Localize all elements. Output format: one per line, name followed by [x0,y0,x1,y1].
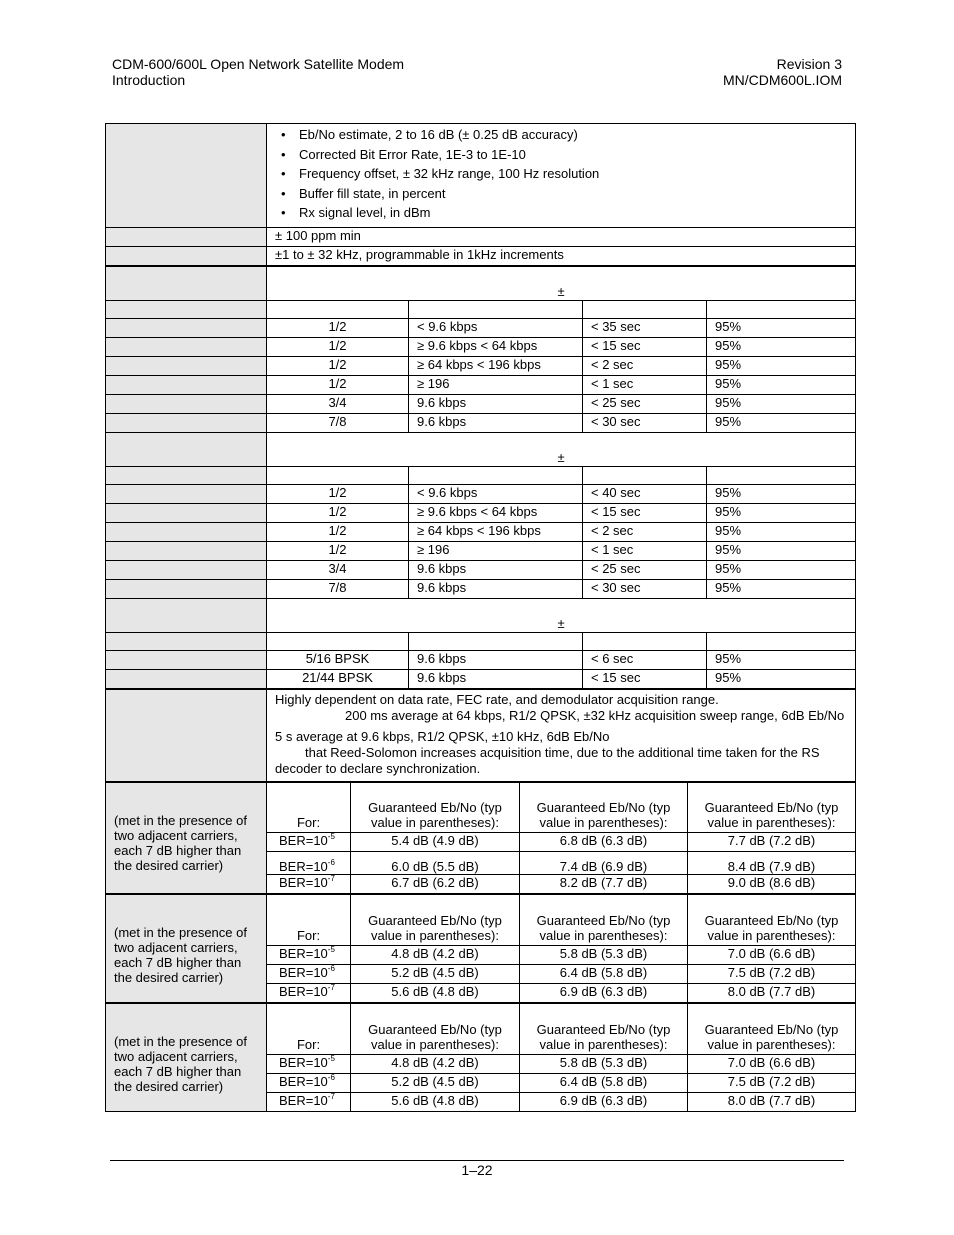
acq-row [106,669,856,688]
acq-band-row [106,432,856,466]
acq-row [106,522,856,541]
acq-cell: 95% [707,650,856,669]
acq-note-line: Highly dependent on data rate, FEC rate, and demodulator acquisition range. [275,691,719,707]
acq-cell: < 15 sec [583,337,707,356]
ber-exponent: -5 [327,944,335,954]
acq-cell: 9.6 kbps [409,579,583,598]
acq-cell: 95% [707,669,856,688]
acq-row-label [106,650,267,669]
acq-cell: < 2 sec [583,356,707,375]
acq-note-line: 200 ms average at 64 kbps, R1/2 QPSK, ±32 kHz acquisition sweep range, 6dB Eb/No [345,707,845,723]
ber-for-label: For: [267,782,351,832]
ber-value: 5.2 dB (4.5 dB) [351,964,520,983]
ber-prefix: BER=10 [279,945,328,961]
acq-band-symbol: ± [267,432,856,466]
acq-cell: < 30 sec [583,413,707,432]
acq-header-label [106,632,267,650]
ber-side-label: (met in the presence of two adjacent carriers, each 7 dB higher than the desired carrier) [106,782,267,893]
ber-value: 4.8 dB (4.2 dB) [351,945,520,964]
acq-band-row [106,266,856,300]
ber-value: 5.8 dB (5.3 dB) [520,945,688,964]
ber-level [267,1054,351,1073]
acq-header-row [106,632,856,650]
page-number: 1–22 [461,1162,493,1178]
clock-tracking-value: ± 100 ppm min [267,227,856,246]
acq-cell: ≥ 64 kbps < 196 kbps [409,522,583,541]
acq-cell: < 9.6 kbps [409,484,583,503]
acq-cell: < 25 sec [583,394,707,413]
acq-cell: < 40 sec [583,484,707,503]
acq-cell: < 30 sec [583,579,707,598]
acq-cell: 9.6 kbps [409,394,583,413]
acq-cell: 9.6 kbps [409,650,583,669]
acq-band-label [106,598,267,632]
doc-title: CDM-600/600L Open Network Satellite Modem [112,56,405,72]
ber-col-header: Guaranteed Eb/No (typ value in parentheses): [520,1003,688,1054]
acq-band-symbol: ± [267,598,856,632]
ber-value: 7.7 dB (7.2 dB) [688,832,856,851]
ber-value: 6.4 dB (5.8 dB) [520,1073,688,1092]
page-header-right [723,56,842,88]
ber-prefix: BER=10 [279,832,328,848]
acq-row [106,503,856,522]
acq-row-label [106,375,267,394]
ber-header-row [106,1003,856,1054]
doc-revision: Revision 3 [776,56,842,72]
ber-table [105,1003,856,1112]
ber-value: 7.0 dB (6.6 dB) [688,945,856,964]
acq-cell: 1/2 [267,337,409,356]
acq-band-row [106,598,856,632]
acq-cell: 95% [707,337,856,356]
ber-for-label: For: [267,1003,351,1054]
acq-band-symbol: ± [267,266,856,300]
ber-table [105,894,856,1003]
acq-header-cell [409,632,583,650]
ber-value: 7.5 dB (7.2 dB) [688,1073,856,1092]
ber-value: 6.9 dB (6.3 dB) [520,1092,688,1111]
acq-cell: 5/16 BPSK [267,650,409,669]
ber-value: 7.4 dB (6.9 dB) [520,851,688,874]
ber-prefix: BER=10 [279,983,328,999]
ber-value: 5.8 dB (5.3 dB) [520,1054,688,1073]
ber-value: 5.6 dB (4.8 dB) [351,1092,520,1111]
page-header-left [112,56,404,88]
acq-header-cell [267,632,409,650]
acq-cell: ≥ 196 [409,375,583,394]
ber-header-row [106,894,856,945]
acq-row-label [106,484,267,503]
ber-col-header: Guaranteed Eb/No (typ value in parentheses): [351,782,520,832]
acq-header-cell [707,466,856,484]
ber-prefix: BER=10 [279,964,328,980]
acq-row [106,394,856,413]
ber-value: 8.0 dB (7.7 dB) [688,1092,856,1111]
acq-cell: 95% [707,503,856,522]
ber-value: 6.0 dB (5.5 dB) [351,851,520,874]
acq-header-cell [707,300,856,318]
acq-header-row [106,466,856,484]
ber-exponent: -7 [327,1091,335,1101]
acq-cell: 95% [707,579,856,598]
spec-table-top [105,123,856,266]
spec-table-wrapper [105,123,855,1112]
acq-note-line: that Reed-Solomon increases acquisition time, due to the additional time taken for the RS [305,744,820,760]
ber-col-header: Guaranteed Eb/No (typ value in parentheses): [351,1003,520,1054]
acq-header-cell [583,300,707,318]
acq-cell: 1/2 [267,318,409,337]
acq-cell: 1/2 [267,522,409,541]
ber-header-row [106,782,856,832]
ber-level [267,983,351,1002]
ber-value: 5.2 dB (4.5 dB) [351,1073,520,1092]
ber-value: 6.7 dB (6.2 dB) [351,874,520,893]
acq-row-label [106,669,267,688]
acq-cell: 95% [707,318,856,337]
acq-cell: 95% [707,394,856,413]
acq-row [106,413,856,432]
acq-row [106,650,856,669]
acq-cell: 95% [707,413,856,432]
acq-cell: 1/2 [267,484,409,503]
acq-header-cell [267,466,409,484]
ber-col-header: Guaranteed Eb/No (typ value in parentheses): [520,894,688,945]
acq-cell: < 2 sec [583,522,707,541]
acq-band-label [106,266,267,300]
ber-level [267,832,351,851]
acq-cell: 21/44 BPSK [267,669,409,688]
ber-level [267,1073,351,1092]
acq-range-value: ±1 to ± 32 kHz, programmable in 1kHz increments [267,246,856,265]
acq-cell: < 25 sec [583,560,707,579]
acq-cell: < 1 sec [583,541,707,560]
ber-table [105,782,856,894]
ber-col-header: Guaranteed Eb/No (typ value in parentheses): [520,782,688,832]
monitor-bullet-list [267,124,856,228]
acq-row [106,560,856,579]
doc-section: Introduction [112,72,186,88]
clock-tracking-label [106,227,267,246]
ber-prefix: BER=10 [279,874,328,890]
acq-header-cell [409,466,583,484]
acq-row [106,337,856,356]
acq-cell: 3/4 [267,394,409,413]
acq-row-label [106,337,267,356]
ber-value: 7.5 dB (7.2 dB) [688,964,856,983]
ber-exponent: -5 [327,1053,335,1063]
acq-row-label [106,579,267,598]
acq-cell: 95% [707,522,856,541]
acq-cell: 1/2 [267,375,409,394]
ber-value: 8.4 dB (7.9 dB) [688,851,856,874]
ber-prefix: BER=10 [279,1054,328,1070]
ber-level [267,945,351,964]
monitor-bullet: • Corrected Bit Error Rate, 1E-3 to 1E-10 [275,147,855,167]
monitor-bullet: • Frequency offset, ± 32 kHz range, 100 Hz resolution [275,166,855,186]
acq-cell: 95% [707,375,856,394]
acq-row-label [106,413,267,432]
acq-cell: 9.6 kbps [409,669,583,688]
acq-header-cell [583,466,707,484]
acq-cell: < 1 sec [583,375,707,394]
acq-row-label [106,318,267,337]
acq-range-label [106,246,267,265]
acq-note-line: 5 s average at 9.6 kbps, R1/2 QPSK, ±10 kHz, 6dB Eb/No [275,728,610,744]
ber-value: 5.4 dB (4.9 dB) [351,832,520,851]
ber-exponent: -7 [327,873,335,883]
ber-side-label: (met in the presence of two adjacent carriers, each 7 dB higher than the desired carrier) [106,1003,267,1111]
acq-cell: 7/8 [267,413,409,432]
ber-exponent: -6 [327,1072,335,1082]
acq-cell: 9.6 kbps [409,413,583,432]
ber-value: 7.0 dB (6.6 dB) [688,1054,856,1073]
acq-row-label [106,560,267,579]
acq-row [106,484,856,503]
acq-row-label [106,541,267,560]
acq-cell: 95% [707,560,856,579]
acq-cell: < 35 sec [583,318,707,337]
ber-level [267,964,351,983]
acq-notes-label [106,689,267,781]
acq-cell: < 15 sec [583,503,707,522]
acq-cell: 1/2 [267,356,409,375]
acq-band-label [106,432,267,466]
ber-value: 9.0 dB (8.6 dB) [688,874,856,893]
ber-col-header: Guaranteed Eb/No (typ value in parentheses): [688,782,856,832]
acq-cell: 9.6 kbps [409,560,583,579]
ber-side-label: (met in the presence of two adjacent carriers, each 7 dB higher than the desired carrier) [106,894,267,1002]
ber-prefix: BER=10 [279,858,328,874]
doc-number: MN/CDM600L.IOM [722,72,842,88]
acq-row-label [106,356,267,375]
ber-for-label: For: [267,894,351,945]
acq-row-label [106,394,267,413]
acq-row [106,375,856,394]
acq-header-cell [707,632,856,650]
acq-header-cell [409,300,583,318]
ber-col-header: Guaranteed Eb/No (typ value in parentheses): [351,894,520,945]
monitor-bullet: • Rx signal level, in dBm [275,205,855,225]
ber-value: 5.6 dB (4.8 dB) [351,983,520,1002]
acq-cell: < 6 sec [583,650,707,669]
acq-cell: 95% [707,356,856,375]
ber-tables [105,782,855,1112]
ber-level [267,851,351,874]
acq-cell: 95% [707,541,856,560]
ber-col-header: Guaranteed Eb/No (typ value in parentheses): [688,894,856,945]
ber-exponent: -6 [327,857,335,867]
acq-cell: ≥ 9.6 kbps < 64 kbps [409,337,583,356]
acq-cell: ≥ 196 [409,541,583,560]
ber-prefix: BER=10 [279,1073,328,1089]
ber-exponent: -7 [327,982,335,992]
acq-table [105,266,856,689]
ber-exponent: -5 [327,831,335,841]
ber-value: 8.0 dB (7.7 dB) [688,983,856,1002]
ber-level [267,874,351,893]
acq-header-cell [267,300,409,318]
ber-value: 6.8 dB (6.3 dB) [520,832,688,851]
acq-cell: 3/4 [267,560,409,579]
acq-header-label [106,300,267,318]
acq-header-cell [583,632,707,650]
ber-value: 4.8 dB (4.2 dB) [351,1054,520,1073]
acq-cell: 1/2 [267,541,409,560]
acq-cell: ≥ 64 kbps < 196 kbps [409,356,583,375]
acq-header-label [106,466,267,484]
acq-note-line: decoder to declare synchronization. [275,760,481,776]
ber-col-header: Guaranteed Eb/No (typ value in parentheses): [688,1003,856,1054]
monitor-label-cell [106,124,267,228]
acq-row-label [106,522,267,541]
acq-notes [267,689,856,781]
acq-cell: 7/8 [267,579,409,598]
ber-prefix: BER=10 [279,1092,328,1108]
monitor-bullet: • Buffer fill state, in percent [275,186,855,206]
acq-header-row [106,300,856,318]
ber-exponent: -6 [327,963,335,973]
ber-value: 8.2 dB (7.7 dB) [520,874,688,893]
acq-notes-table [105,689,856,782]
ber-value: 6.9 dB (6.3 dB) [520,983,688,1002]
monitor-bullet: • Eb/No estimate, 2 to 16 dB (± 0.25 dB accuracy) [275,127,855,147]
acq-row [106,579,856,598]
acq-row [106,318,856,337]
ber-level [267,1092,351,1111]
acq-row-label [106,503,267,522]
acq-cell: 1/2 [267,503,409,522]
acq-cell: < 9.6 kbps [409,318,583,337]
acq-row [106,356,856,375]
acq-cell: ≥ 9.6 kbps < 64 kbps [409,503,583,522]
ber-value: 6.4 dB (5.8 dB) [520,964,688,983]
acq-cell: 95% [707,484,856,503]
footer-rule [110,1160,844,1161]
acq-cell: < 15 sec [583,669,707,688]
acq-row [106,541,856,560]
